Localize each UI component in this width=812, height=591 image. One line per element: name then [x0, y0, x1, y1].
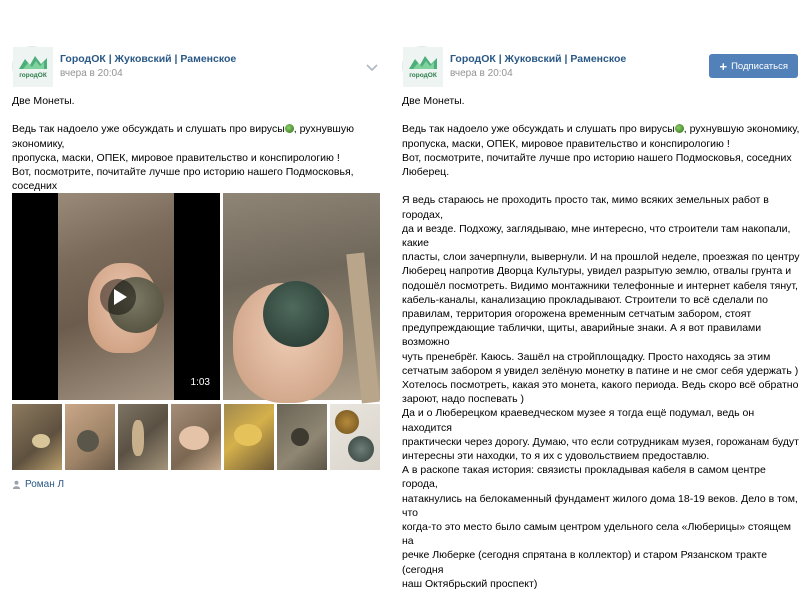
post-line: Люберец.	[402, 166, 450, 178]
post-line: зароют, надо поспевать )	[402, 393, 525, 406]
post-paragraph: пропуска, маски, ОПЕК, мировое правительство и конспирологию !	[12, 151, 340, 164]
avatar[interactable]	[402, 46, 442, 86]
plus-icon: +	[719, 58, 728, 74]
avatar-logo-icon	[403, 47, 443, 87]
post-line: Да и о Люберецком краеведческом музее я тогда ещё подумал, ведь он находится	[402, 407, 755, 434]
post-time[interactable]: вчера в 20:04	[450, 68, 513, 79]
svg-text:городОК: городОК	[19, 72, 47, 79]
post-paragraph: Ведь так надоело уже обсуждать и слушать про вирусы , рухнувшую экономику,	[12, 123, 354, 150]
post-line: практически через дорогу. Думаю, что если сотрудникам музея, горожанам будут	[402, 435, 799, 448]
post-line: Люберец напротив Дворца Культуры, увидел разрытую землю, отвалы грунта и	[402, 265, 792, 278]
post-title: Две Монеты.	[12, 95, 75, 107]
post-line: натакнулись на белокаменный фундамент жилого дома 18-19 веков. Дело в том, что	[402, 492, 798, 519]
avatar-logo-icon	[13, 47, 53, 87]
chevron-down-icon[interactable]	[366, 62, 378, 72]
post-line: Хотелось посмотреть, какая это монета, какого периода. Ведь скоро всё обратно	[402, 379, 799, 392]
community-name-link[interactable]: ГородОК | Жуковский | Раменское	[60, 53, 237, 65]
post-title: Две Монеты.	[402, 95, 465, 107]
person-icon	[12, 480, 21, 489]
post-line: правилам, территория огорожена временным сетчатым забором, стоят	[402, 308, 752, 321]
post-header	[12, 46, 402, 86]
community-name-link[interactable]: ГородОК | Жуковский | Раменское	[450, 53, 627, 65]
post-line: сетчатым забором я увидел зелёную монетку в патине и не смог себя удержать )	[402, 364, 799, 377]
post-line: чуть пренебрёг. Каюсь. Зашёл на стройплощадку. Просто находясь за этим	[402, 350, 771, 363]
post-paragraph: Ведь так надоело уже обсуждать и слушать про вирусы , рухнувшую экономику,	[402, 123, 800, 136]
subscribe-label: Подписаться	[731, 60, 788, 72]
post-time[interactable]: вчера в 20:04	[60, 68, 123, 79]
post-line: предупреждающие таблички, щиты, аварийные знаки. А я вот правилами возможно	[402, 322, 762, 349]
subscribe-button[interactable]	[709, 54, 798, 78]
photo[interactable]	[223, 193, 380, 400]
post-expanded	[390, 36, 800, 590]
avatar[interactable]	[12, 46, 52, 86]
play-icon[interactable]	[100, 279, 136, 315]
post-line: А в раскопе такая история: связисты прокладывая кабеля в самом центре города,	[402, 464, 766, 491]
post-line: интересны эти находки, то я их с удовольствием предоставлю.	[402, 450, 710, 463]
svg-text:городОК: городОК	[409, 72, 437, 79]
post-preview	[0, 36, 390, 506]
post-line: подошёл посмотреть. Видимо монтажники телефонные и интернет кабеля тянут,	[402, 279, 798, 292]
post-line: пропуска, маски, ОПЕК, мировое правительство и конспирологию !	[402, 137, 730, 150]
post-line: наш Октябрьский проспект)	[402, 577, 538, 590]
post-line: да и везде. Подхожу, заглядываю, мне интересно, что строители там накопали, какие	[402, 222, 791, 249]
signer-name: Роман Л	[25, 479, 65, 490]
virus-emoji-icon	[675, 124, 684, 133]
post-line: пласты, слои зачерпнули, вывернули. И на прошлой неделе, проезжая по центру	[402, 251, 800, 264]
photo-thumbnail[interactable]	[118, 404, 168, 470]
post-line: когда-то это место было самым центром удельного села «Люберицы» стоящем на	[402, 521, 792, 548]
video-duration: 1:03	[190, 377, 210, 388]
photo-gallery	[12, 193, 380, 473]
virus-emoji-icon	[285, 124, 294, 133]
photo-thumbnail[interactable]	[277, 404, 327, 470]
coin-image	[263, 281, 329, 347]
photo-thumbnail[interactable]	[224, 404, 274, 470]
post-line: Вот, посмотрите, почитайте лучше про историю нашего Подмосковья, соседних	[402, 151, 792, 164]
photo-thumbnail[interactable]	[171, 404, 221, 470]
photo-thumbnail[interactable]	[65, 404, 115, 470]
photo-thumbnail[interactable]	[330, 404, 380, 470]
video-thumbnail[interactable]	[12, 193, 220, 400]
photo-thumbnail[interactable]	[12, 404, 62, 470]
post-line: Я ведь стараюсь не проходить просто так, мимо всяких земельных работ в городах,	[402, 194, 769, 221]
post-header	[402, 46, 812, 86]
post-line: речке Люберке (сегодня спрятана в коллектор) и старом Рязанском тракте (сегодня	[402, 549, 768, 576]
post-signer[interactable]	[12, 479, 64, 490]
post-paragraph: Вот, посмотрите, почитайте лучше про историю нашего Подмосковья, соседних	[12, 166, 354, 193]
post-line: кабель-каналы, канализацию прокладывают. Строители то всё сделали по	[402, 293, 768, 306]
post-text	[402, 94, 802, 591]
